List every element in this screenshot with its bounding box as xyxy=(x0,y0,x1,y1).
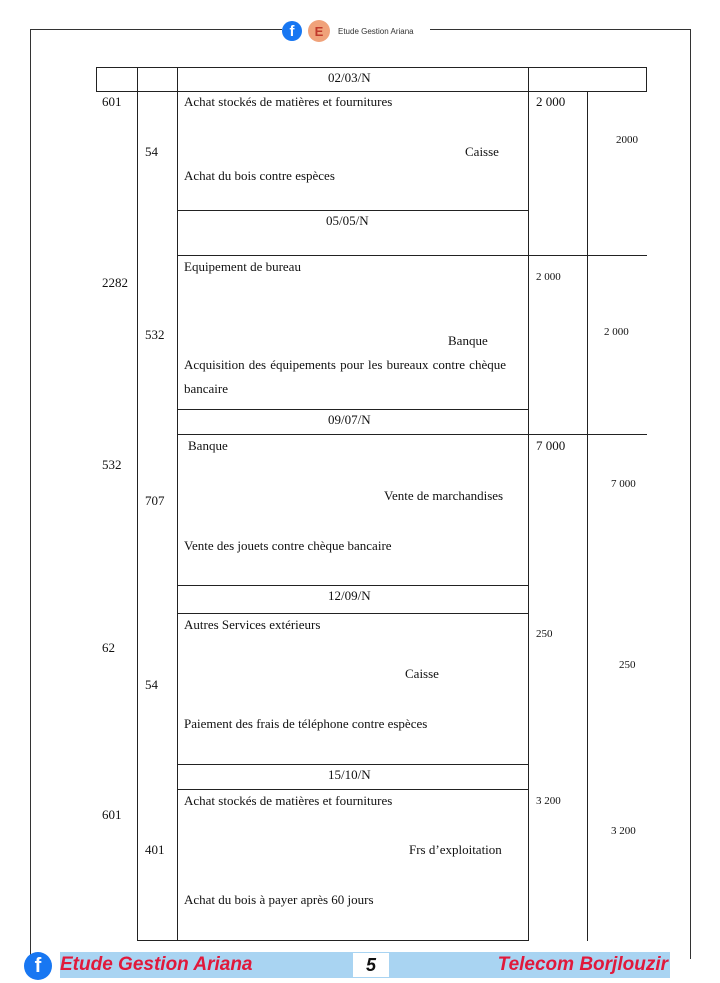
table-border xyxy=(96,67,647,68)
table-border xyxy=(528,67,529,941)
credit-amount: 2000 xyxy=(616,134,638,146)
table-border xyxy=(646,67,647,91)
debit-account: 2282 xyxy=(102,275,128,290)
debit-account: 601 xyxy=(102,94,122,109)
footer-right-text: Telecom Borjlouzir xyxy=(497,954,668,975)
credit-label: Caisse xyxy=(465,144,499,159)
facebook-icon[interactable]: f xyxy=(282,21,302,41)
entry-date: 05/05/N xyxy=(326,213,369,228)
header-brand-text: Etude Gestion Ariana xyxy=(338,26,414,36)
table-border xyxy=(137,940,528,941)
debit-label: Banque xyxy=(188,438,228,453)
frame-left-line xyxy=(30,29,31,959)
debit-label: Achat stockés de matières et fournitures xyxy=(184,94,393,109)
table-border xyxy=(137,67,138,941)
debit-amount: 250 xyxy=(536,628,553,640)
entry-description: Acquisition des équipements pour les bureaux contre chèque bancaire xyxy=(184,357,506,396)
table-border xyxy=(177,585,528,586)
facebook-icon[interactable]: f xyxy=(24,952,52,980)
credit-label: Banque xyxy=(448,333,488,348)
table-border xyxy=(177,789,528,790)
table-border xyxy=(177,67,178,941)
credit-amount: 250 xyxy=(619,659,636,671)
debit-label: Autres Services extérieurs xyxy=(184,617,321,632)
table-border xyxy=(587,91,588,941)
entry-date: 09/07/N xyxy=(328,412,371,427)
credit-amount: 2 000 xyxy=(604,326,629,338)
table-border xyxy=(177,613,528,614)
credit-account: 707 xyxy=(145,493,165,508)
table-border xyxy=(96,67,97,91)
debit-account: 62 xyxy=(102,640,115,655)
debit-label: Achat stockés de matières et fournitures xyxy=(184,793,393,808)
credit-account: 532 xyxy=(145,327,165,342)
credit-amount: 7 000 xyxy=(611,478,636,490)
entry-date: 12/09/N xyxy=(328,588,371,603)
credit-label: Vente de marchandises xyxy=(384,488,504,503)
debit-amount: 7 000 xyxy=(536,438,566,453)
credit-account: 54 xyxy=(145,677,158,692)
table-border xyxy=(177,210,528,211)
debit-account: 601 xyxy=(102,807,122,822)
credit-amount: 3 200 xyxy=(611,825,636,837)
page-footer xyxy=(24,950,670,979)
entry-date: 02/03/N xyxy=(328,70,371,85)
debit-amount: 3 200 xyxy=(536,795,561,807)
frame-right-line xyxy=(690,29,691,959)
entry-description: Vente des jouets contre chèque bancaire xyxy=(184,538,392,553)
entry-description: Paiement des frais de téléphone contre espèces xyxy=(184,716,428,731)
table-border xyxy=(177,255,647,256)
debit-amount: 2 000 xyxy=(536,271,561,283)
brand-logo-icon: E xyxy=(308,20,330,42)
credit-account: 54 xyxy=(145,144,158,159)
credit-account: 401 xyxy=(145,842,165,857)
frame-top-line xyxy=(430,29,690,30)
frame-top-line xyxy=(30,29,282,30)
table-border xyxy=(177,434,647,435)
entry-description: Achat du bois à payer après 60 jours xyxy=(184,892,374,907)
footer-brand: Etude Gestion Ariana xyxy=(60,954,253,975)
entry-description: Achat du bois contre espèces xyxy=(184,168,335,183)
credit-label: Caisse xyxy=(405,666,439,681)
table-border xyxy=(177,409,528,410)
debit-amount: 2 000 xyxy=(536,94,566,109)
credit-label: Frs d’exploitation xyxy=(409,842,502,857)
table-border xyxy=(96,91,647,92)
debit-label: Equipement de bureau xyxy=(184,259,301,274)
entry-date: 15/10/N xyxy=(328,767,371,782)
debit-account: 532 xyxy=(102,457,122,472)
header-brand xyxy=(282,18,414,44)
table-border xyxy=(177,764,528,765)
page-number: 5 xyxy=(353,953,389,977)
